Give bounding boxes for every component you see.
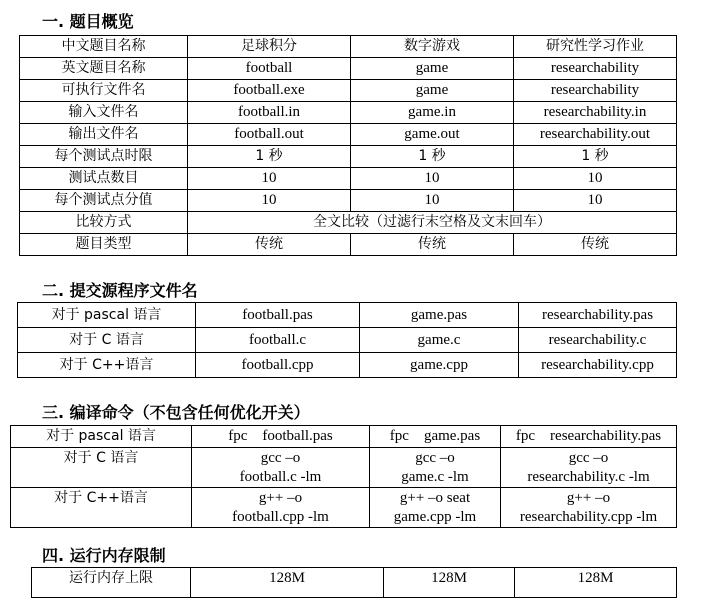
command-line: g++ –o — [566, 490, 611, 506]
table-cell: football.exe — [188, 80, 351, 102]
table-cell: 传统 — [351, 234, 514, 256]
row-label: 对于 C++语言 — [18, 353, 196, 378]
command-line: researchability.cpp -lm — [519, 509, 658, 525]
table-cell: game — [351, 58, 514, 80]
table-cell: 10 — [514, 168, 677, 190]
table-cell — [370, 448, 501, 488]
row-label: 对于 pascal 语言 — [18, 303, 196, 328]
source-files-table — [17, 302, 677, 378]
command-line: football.cpp -lm — [232, 509, 329, 525]
table-cell: 10 — [351, 168, 514, 190]
table-cell — [501, 448, 677, 488]
command-line: game.c -lm — [401, 469, 469, 485]
row-label: 可执行文件名 — [20, 80, 188, 102]
table-cell: researchability.out — [514, 124, 677, 146]
table-cell: 128M — [515, 568, 677, 598]
row-label: 对于 C 语言 — [18, 328, 196, 353]
table-row — [11, 426, 677, 448]
command-line: researchability.c -lm — [527, 469, 650, 485]
table-cell: football.pas — [196, 303, 360, 328]
table-cell: researchability.cpp — [519, 353, 677, 378]
command-line: football.c -lm — [239, 469, 322, 485]
table-cell: researchability — [514, 58, 677, 80]
table-cell: game — [351, 80, 514, 102]
table-cell: 1 秒 — [188, 146, 351, 168]
row-label: 输入文件名 — [20, 102, 188, 124]
command-line: g++ –o — [258, 490, 303, 506]
table-cell: game.out — [351, 124, 514, 146]
table-row — [20, 146, 677, 168]
table-cell: game.in — [351, 102, 514, 124]
table-cell: 10 — [188, 168, 351, 190]
row-label: 题目类型 — [20, 234, 188, 256]
command-line: gcc –o — [415, 450, 455, 466]
table-cell: football.cpp — [196, 353, 360, 378]
table-cell: 10 — [188, 190, 351, 212]
table-cell: researchability.pas — [519, 303, 677, 328]
overview-table — [19, 35, 677, 256]
command-line: gcc –o — [260, 450, 301, 466]
table-cell: fpc researchability.pas — [501, 426, 677, 448]
table-cell: fpc game.pas — [370, 426, 501, 448]
header-cell: 中文题目名称 — [20, 36, 188, 58]
table-cell — [192, 488, 370, 528]
row-label: 英文题目名称 — [20, 58, 188, 80]
row-label: 测试点数目 — [20, 168, 188, 190]
table-row — [18, 303, 677, 328]
table-row — [20, 124, 677, 146]
row-label: 对于 pascal 语言 — [11, 426, 192, 448]
table-cell: football.out — [188, 124, 351, 146]
table-cell — [192, 448, 370, 488]
table-cell: game.c — [360, 328, 519, 353]
table-cell — [370, 488, 501, 528]
compile-commands-table — [10, 425, 677, 528]
table-row — [20, 168, 677, 190]
table-cell: 1 秒 — [514, 146, 677, 168]
table-cell: football — [188, 58, 351, 80]
table-cell: 1 秒 — [351, 146, 514, 168]
section-heading-memory: 四. 运行内存限制 — [42, 546, 166, 565]
table-cell: fpc football.pas — [192, 426, 370, 448]
table-cell: 128M — [384, 568, 515, 598]
table-row — [18, 328, 677, 353]
command-line: game.cpp -lm — [393, 509, 477, 525]
table-row — [20, 212, 677, 234]
table-cell — [501, 488, 677, 528]
table-cell: 传统 — [188, 234, 351, 256]
table-cell: 10 — [514, 190, 677, 212]
table-cell: game.cpp — [360, 353, 519, 378]
table-row — [20, 80, 677, 102]
header-cell: 足球积分 — [188, 36, 351, 58]
header-cell: 研究性学习作业 — [514, 36, 677, 58]
table-row — [18, 353, 677, 378]
row-label: 每个测试点分值 — [20, 190, 188, 212]
section-heading-sources: 二. 提交源程序文件名 — [42, 281, 198, 300]
row-label: 每个测试点时限 — [20, 146, 188, 168]
table-row — [11, 448, 677, 488]
header-cell: 数字游戏 — [351, 36, 514, 58]
section-heading-compile: 三. 编译命令（不包含任何优化开关） — [42, 403, 310, 422]
memory-limit-table — [31, 567, 677, 598]
table-row — [11, 488, 677, 528]
table-row — [20, 36, 677, 58]
table-cell: game.pas — [360, 303, 519, 328]
table-row — [20, 190, 677, 212]
row-label: 运行内存上限 — [32, 568, 191, 598]
table-row — [20, 58, 677, 80]
table-cell: football.in — [188, 102, 351, 124]
table-cell: researchability.in — [514, 102, 677, 124]
table-cell: 传统 — [514, 234, 677, 256]
table-cell: football.c — [196, 328, 360, 353]
section-heading-overview: 一. 题目概览 — [42, 12, 134, 31]
table-cell: 10 — [351, 190, 514, 212]
table-cell: researchability.c — [519, 328, 677, 353]
table-cell: researchability — [514, 80, 677, 102]
compare-method-cell: 全文比较（过滤行末空格及文末回车） — [188, 212, 677, 234]
row-label: 比较方式 — [20, 212, 188, 234]
row-label: 输出文件名 — [20, 124, 188, 146]
table-row — [20, 102, 677, 124]
table-row — [32, 568, 677, 598]
row-label: 对于 C 语言 — [11, 448, 192, 488]
row-label: 对于 C++语言 — [11, 488, 192, 528]
command-line: gcc –o — [568, 450, 609, 466]
command-line: g++ –o seat — [399, 490, 471, 506]
table-cell: 128M — [191, 568, 384, 598]
table-row — [20, 234, 677, 256]
